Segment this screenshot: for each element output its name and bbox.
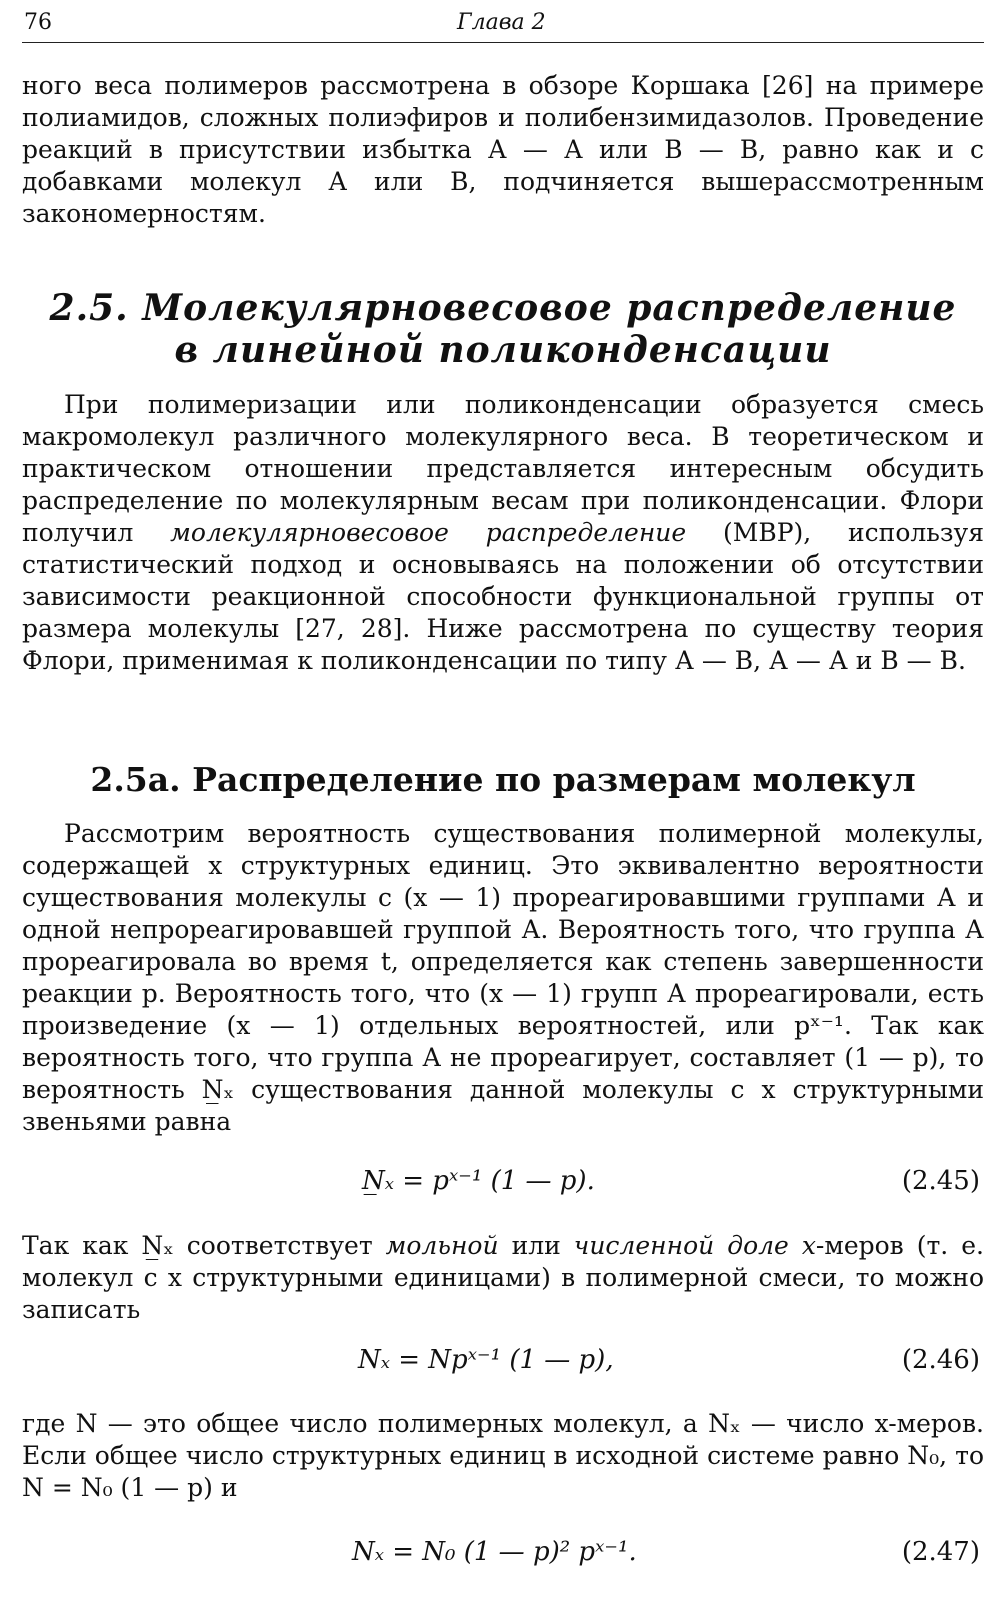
mole-fraction-paragraph: [22, 1230, 984, 1326]
equation-formula: Nₓ = N₀ (1 — p)² pˣ⁻¹.: [352, 1537, 637, 1567]
mwd-paragraph: [22, 389, 984, 677]
page-header: [22, 8, 984, 43]
mole-emphasis-2: численной доле x: [573, 1231, 816, 1260]
mole-emphasis-1: мольной: [385, 1231, 499, 1260]
equation-2-45: [22, 1166, 984, 1202]
section-title-line1: 2.5. Молекулярновесовое распределение: [49, 287, 957, 329]
equation-formula: Nₓ = Npˣ⁻¹ (1 — p),: [358, 1345, 614, 1375]
equation-2-46: [22, 1345, 984, 1381]
mwd-emphasis: молекулярновесовое распределение: [170, 518, 687, 547]
chapter-title: Глава 2: [457, 10, 546, 35]
equation-number: (2.46): [901, 1345, 980, 1375]
mole-text-a: Так как N̲ₓ соответствует: [22, 1231, 386, 1260]
equation-number: (2.47): [901, 1537, 980, 1567]
equation-number: (2.45): [901, 1166, 980, 1196]
page-number: 76: [24, 10, 52, 35]
section-title-line2: в линейной поликонденсации: [174, 329, 832, 371]
equation-formula: N̲ₓ = pˣ⁻¹ (1 — p).: [362, 1166, 595, 1196]
intro-paragraph: ного веса полимеров рассмотрена в обзоре Коршака [26] на примере полиамидов, сложных полиэфиров и полибензимидазолов. Проведение реакций в присутствии избытка А — А или В — В, равно как и с добавками молекул А или В, подчиняется вышерассмотренным закономерностям.: [22, 71, 984, 228]
equation-2-47: [22, 1537, 984, 1573]
mole-text-mid: или: [498, 1231, 574, 1260]
size-distribution-paragraph: Рассмотрим вероятность существования полимерной молекулы, содержащей x структурных единиц. Это эквивалентно вероятности существования молекулы с (x — 1) прореагировавшими группами А и одной непрореагировавшей группой А. Вероятность того, что группа А прореагировала во время t, определяется как степень завершенности реакции p. Вероятность того, что (x — 1) групп А прореагировали, есть произведение (x — 1) отдельных вероятностей, или pˣ⁻¹. Так как вероятность того, что группа А не прореагирует, составляет (1 — p), то вероятность N̲ₓ существования данной молекулы с x структурными звеньями равна: [22, 819, 984, 1136]
mwd-text-a: При полимеризации или поликонденсации образуется смесь макромолекул различного молекулярного веса. В теоретическом и практическом отношении представляется интересным обсудить распределение по молекулярным весам при поликонденсации. Флори получил: [22, 390, 984, 547]
subsection-title: 2.5а. Распределение по размерам молекул: [90, 760, 916, 799]
mwd-text-b: (МВР), используя статистический подход и основываясь на положении об отсутствии зависимости реакционной способности функциональной группы от размера молекулы [27, 28]. Ниже рассмотрена по существу теория Флори, применимая к поликонденсации по типу А — В, А — А и В — В.: [22, 518, 985, 675]
total-molecules-paragraph: где N — это общее число полимерных молекул, а Nₓ — число x-меров. Если общее число структурных единиц в исходной системе равно N₀, то N = N₀ (1 — p) и: [22, 1409, 984, 1502]
mole-text-b: -меров (т. е. молекул с x структурными единицами) в полимерной смеси, то можно записать: [22, 1231, 984, 1324]
